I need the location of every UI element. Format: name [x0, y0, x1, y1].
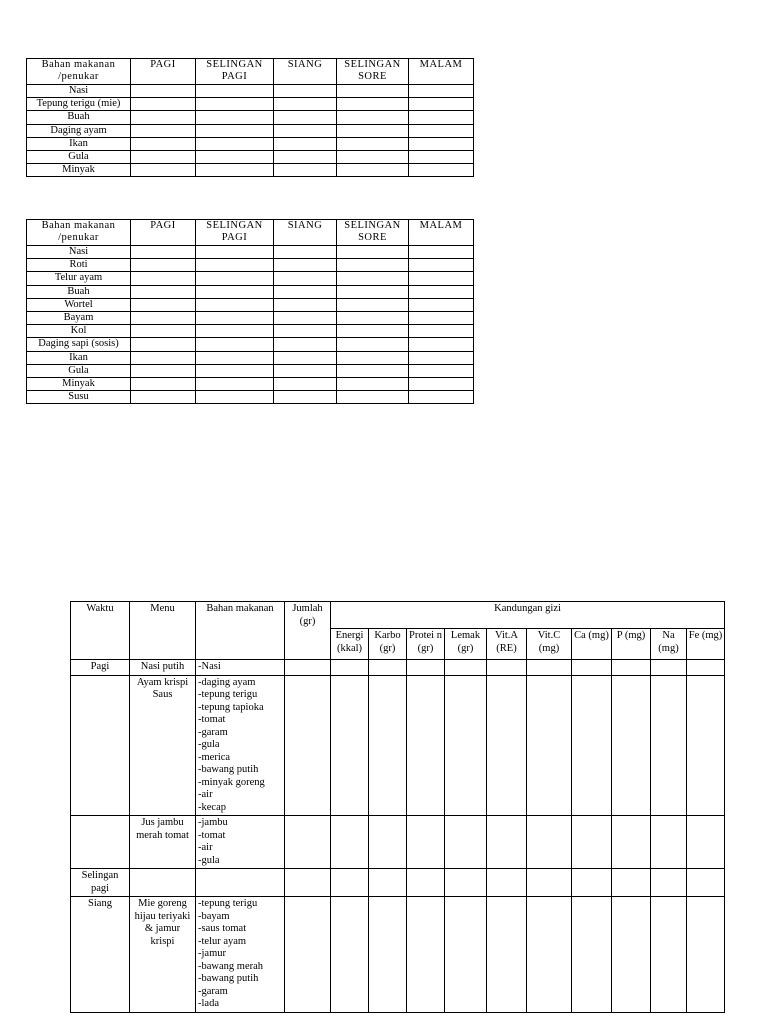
empty-cell	[337, 272, 409, 285]
empty-cell	[196, 124, 274, 137]
table-row	[27, 378, 474, 391]
empty-cell	[196, 137, 274, 150]
empty-cell	[131, 285, 196, 298]
empty-cell	[337, 85, 409, 98]
empty-cell	[131, 378, 196, 391]
ingredient-item: -telur ayam	[198, 935, 247, 947]
empty-cell	[409, 272, 474, 285]
empty-cell	[527, 675, 572, 816]
menu-cell: Mie goreng hijau teriyaki & jamur krispi	[130, 897, 196, 1013]
column-header: SIANG	[274, 220, 337, 246]
nutrient-header: Na (mg)	[651, 629, 687, 660]
waktu-cell	[71, 675, 130, 816]
empty-cell	[612, 675, 651, 816]
empty-cell	[196, 246, 274, 259]
empty-cell	[131, 364, 196, 377]
empty-cell	[274, 391, 337, 404]
menu-row	[71, 897, 725, 1013]
row-label: Daging ayam	[27, 124, 131, 137]
empty-cell	[409, 111, 474, 124]
empty-cell	[337, 378, 409, 391]
row-label: Ikan	[27, 137, 131, 150]
empty-cell	[337, 325, 409, 338]
empty-cell	[131, 259, 196, 272]
bahan-cell	[196, 869, 285, 897]
menu-row	[71, 660, 725, 676]
empty-cell	[407, 675, 445, 816]
column-header: SELINGAN PAGI	[196, 59, 274, 85]
empty-cell	[407, 869, 445, 897]
row-label: Tepung terigu (mie)	[27, 98, 131, 111]
empty-cell	[651, 675, 687, 816]
empty-cell	[337, 285, 409, 298]
ingredient-item: -bayam	[198, 910, 230, 922]
ingredient-item: -merica	[198, 751, 231, 763]
table-2-header	[27, 220, 474, 246]
empty-cell	[196, 298, 274, 311]
empty-cell	[409, 164, 474, 177]
bahan-cell	[196, 816, 285, 869]
row-label: Roti	[27, 259, 131, 272]
row-label: Gula	[27, 151, 131, 164]
row-label: Wortel	[27, 298, 131, 311]
empty-cell	[337, 338, 409, 351]
table-row	[27, 111, 474, 124]
ingredient-item: -garam	[198, 985, 228, 997]
header-menu: Menu	[130, 602, 196, 660]
empty-cell	[331, 869, 369, 897]
empty-cell	[409, 338, 474, 351]
empty-cell	[285, 660, 331, 676]
table-row	[27, 98, 474, 111]
empty-cell	[274, 85, 337, 98]
empty-cell	[196, 98, 274, 111]
row-label: Nasi	[27, 246, 131, 259]
empty-cell	[131, 124, 196, 137]
empty-cell	[409, 364, 474, 377]
empty-cell	[369, 660, 407, 676]
empty-cell	[337, 164, 409, 177]
empty-cell	[527, 869, 572, 897]
empty-cell	[131, 338, 196, 351]
empty-cell	[369, 816, 407, 869]
row-label: Susu	[27, 391, 131, 404]
row-label: Gula	[27, 364, 131, 377]
ingredient-item: -bawang putih	[198, 973, 259, 984]
empty-cell	[331, 675, 369, 816]
empty-cell	[131, 164, 196, 177]
nutrient-header: Vit.A (RE)	[487, 629, 527, 660]
empty-cell	[612, 869, 651, 897]
empty-cell	[687, 660, 725, 676]
empty-cell	[131, 111, 196, 124]
empty-cell	[196, 111, 274, 124]
ingredient-item: -air	[198, 842, 213, 853]
header-waktu: Waktu	[71, 602, 130, 660]
empty-cell	[331, 660, 369, 676]
empty-cell	[409, 259, 474, 272]
ingredient-item: -jamur	[198, 948, 226, 959]
menu-cell: Ayam krispi Saus	[130, 675, 196, 816]
menu-row	[71, 816, 725, 869]
row-label: Ikan	[27, 351, 131, 364]
menu-nutrition-table	[70, 601, 725, 1013]
empty-cell	[612, 660, 651, 676]
empty-cell	[337, 364, 409, 377]
ingredient-item: -jambu	[198, 817, 228, 828]
nutrient-header: P (mg)	[612, 629, 651, 660]
table-row	[27, 124, 474, 137]
bahan-cell	[196, 675, 285, 816]
empty-cell	[487, 897, 527, 1013]
ingredient-item: -tepung terigu	[198, 689, 258, 700]
empty-cell	[527, 660, 572, 676]
empty-cell	[409, 85, 474, 98]
column-header: PAGI	[131, 59, 196, 85]
empty-cell	[572, 869, 612, 897]
table-row	[27, 391, 474, 404]
empty-cell	[131, 351, 196, 364]
empty-cell	[337, 151, 409, 164]
empty-cell	[651, 897, 687, 1013]
empty-cell	[285, 897, 331, 1013]
empty-cell	[409, 137, 474, 150]
table-1-header	[27, 59, 474, 85]
nutrient-header: Vit.C (mg)	[527, 629, 572, 660]
empty-cell	[274, 325, 337, 338]
ingredient-item: -tepung tapioka	[198, 701, 264, 713]
empty-cell	[687, 869, 725, 897]
empty-cell	[196, 312, 274, 325]
ingredient-item: -garam	[198, 726, 228, 738]
empty-cell	[274, 351, 337, 364]
empty-cell	[445, 816, 487, 869]
empty-cell	[196, 378, 274, 391]
empty-cell	[445, 869, 487, 897]
empty-cell	[196, 85, 274, 98]
ingredient-item: -Nasi	[198, 661, 221, 672]
empty-cell	[487, 660, 527, 676]
empty-cell	[527, 816, 572, 869]
column-header: Bahan makanan /penukar	[27, 220, 131, 246]
empty-cell	[131, 325, 196, 338]
table-row	[27, 298, 474, 311]
empty-cell	[337, 98, 409, 111]
row-label: Minyak	[27, 164, 131, 177]
empty-cell	[337, 312, 409, 325]
empty-cell	[337, 124, 409, 137]
empty-cell	[131, 298, 196, 311]
empty-cell	[651, 869, 687, 897]
empty-cell	[274, 124, 337, 137]
empty-cell	[196, 259, 274, 272]
empty-cell	[131, 246, 196, 259]
row-label: Bayam	[27, 312, 131, 325]
empty-cell	[687, 897, 725, 1013]
empty-cell	[196, 164, 274, 177]
nutrition-table-header	[71, 602, 725, 660]
column-header: Bahan makanan /penukar	[27, 59, 131, 85]
table-1-body	[27, 85, 474, 177]
ingredient-item: -daging ayam	[198, 676, 256, 688]
table-2-body	[27, 246, 474, 404]
column-header: MALAM	[409, 59, 474, 85]
empty-cell	[274, 164, 337, 177]
empty-cell	[612, 897, 651, 1013]
table-row	[27, 85, 474, 98]
empty-cell	[409, 98, 474, 111]
empty-cell	[337, 351, 409, 364]
waktu-cell: Pagi	[71, 660, 130, 676]
empty-cell	[445, 660, 487, 676]
empty-cell	[131, 391, 196, 404]
empty-cell	[572, 660, 612, 676]
empty-cell	[409, 378, 474, 391]
empty-cell	[409, 246, 474, 259]
empty-cell	[331, 897, 369, 1013]
table-row	[27, 351, 474, 364]
empty-cell	[274, 246, 337, 259]
nutrient-header: Protei n (gr)	[407, 629, 445, 660]
ingredient-item: -bawang putih	[198, 764, 259, 775]
empty-cell	[337, 298, 409, 311]
empty-cell	[131, 98, 196, 111]
ingredient-item: -lada	[198, 998, 219, 1009]
empty-cell	[131, 312, 196, 325]
empty-cell	[274, 338, 337, 351]
empty-cell	[407, 660, 445, 676]
empty-cell	[337, 259, 409, 272]
empty-cell	[409, 312, 474, 325]
menu-row	[71, 869, 725, 897]
bahan-cell	[196, 897, 285, 1013]
nutrient-header: Lemak (gr)	[445, 629, 487, 660]
empty-cell	[369, 869, 407, 897]
column-header: MALAM	[409, 220, 474, 246]
empty-cell	[331, 816, 369, 869]
ingredient-item: -minyak goreng	[198, 776, 265, 788]
ingredient-item: -kecap	[198, 801, 226, 813]
empty-cell	[196, 325, 274, 338]
empty-cell	[274, 272, 337, 285]
bahan-cell	[196, 660, 285, 676]
table-row	[27, 137, 474, 150]
empty-cell	[196, 364, 274, 377]
empty-cell	[131, 85, 196, 98]
empty-cell	[572, 675, 612, 816]
empty-cell	[572, 897, 612, 1013]
header-bahan: Bahan makanan	[196, 602, 285, 660]
nutrient-header: Ca (mg)	[572, 629, 612, 660]
table-row	[27, 164, 474, 177]
table-row	[27, 151, 474, 164]
empty-cell	[274, 364, 337, 377]
empty-cell	[274, 378, 337, 391]
penukar-table-1	[26, 58, 474, 177]
nutrition-table-body	[71, 660, 725, 1013]
empty-cell	[369, 897, 407, 1013]
empty-cell	[131, 151, 196, 164]
ingredient-item: -tepung terigu	[198, 898, 258, 909]
empty-cell	[285, 816, 331, 869]
empty-cell	[409, 285, 474, 298]
menu-cell: Nasi putih	[130, 660, 196, 676]
empty-cell	[409, 325, 474, 338]
empty-cell	[407, 816, 445, 869]
empty-cell	[445, 897, 487, 1013]
row-label: Nasi	[27, 85, 131, 98]
empty-cell	[274, 298, 337, 311]
table-row	[27, 312, 474, 325]
empty-cell	[274, 259, 337, 272]
empty-cell	[612, 816, 651, 869]
row-label: Telur ayam	[27, 272, 131, 285]
empty-cell	[196, 151, 274, 164]
empty-cell	[337, 246, 409, 259]
empty-cell	[196, 272, 274, 285]
empty-cell	[487, 816, 527, 869]
empty-cell	[274, 312, 337, 325]
column-header: PAGI	[131, 220, 196, 246]
empty-cell	[274, 137, 337, 150]
row-label: Buah	[27, 111, 131, 124]
empty-cell	[196, 351, 274, 364]
empty-cell	[131, 137, 196, 150]
nutrient-header: Fe (mg)	[687, 629, 725, 660]
empty-cell	[337, 137, 409, 150]
ingredient-item: -saus tomat	[198, 923, 247, 934]
empty-cell	[274, 285, 337, 298]
empty-cell	[337, 111, 409, 124]
empty-cell	[527, 897, 572, 1013]
penukar-table-2	[26, 219, 474, 404]
ingredient-item: -gula	[198, 739, 220, 750]
empty-cell	[407, 897, 445, 1013]
empty-cell	[274, 151, 337, 164]
empty-cell	[687, 675, 725, 816]
ingredient-item: -gula	[198, 854, 220, 866]
empty-cell	[487, 675, 527, 816]
menu-cell	[130, 869, 196, 897]
column-header: SIANG	[274, 59, 337, 85]
empty-cell	[572, 816, 612, 869]
nutrient-header: Karbo (gr)	[369, 629, 407, 660]
table-row	[27, 285, 474, 298]
empty-cell	[487, 869, 527, 897]
empty-cell	[285, 675, 331, 816]
ingredient-item: -bawang merah	[198, 960, 264, 972]
empty-cell	[131, 272, 196, 285]
empty-cell	[651, 660, 687, 676]
table-row	[27, 364, 474, 377]
table-row	[27, 259, 474, 272]
table-row	[27, 272, 474, 285]
waktu-cell	[71, 816, 130, 869]
empty-cell	[369, 675, 407, 816]
empty-cell	[337, 391, 409, 404]
empty-cell	[409, 298, 474, 311]
empty-cell	[196, 391, 274, 404]
empty-cell	[651, 816, 687, 869]
table-row	[27, 325, 474, 338]
empty-cell	[409, 351, 474, 364]
row-label: Kol	[27, 325, 131, 338]
empty-cell	[285, 869, 331, 897]
empty-cell	[409, 151, 474, 164]
waktu-cell: Siang	[71, 897, 130, 1013]
column-header: SELINGAN PAGI	[196, 220, 274, 246]
column-header: SELINGAN SORE	[337, 59, 409, 85]
header-jumlah: Jumlah (gr)	[285, 602, 331, 660]
empty-cell	[409, 124, 474, 137]
empty-cell	[274, 111, 337, 124]
waktu-cell: Selingan pagi	[71, 869, 130, 897]
ingredient-item: -air	[198, 789, 213, 800]
row-label: Buah	[27, 285, 131, 298]
nutrient-header: Energi (kkal)	[331, 629, 369, 660]
table-row	[27, 246, 474, 259]
empty-cell	[274, 98, 337, 111]
empty-cell	[196, 285, 274, 298]
empty-cell	[445, 675, 487, 816]
ingredient-item: -tomat	[198, 714, 226, 725]
empty-cell	[409, 391, 474, 404]
column-header: SELINGAN SORE	[337, 220, 409, 246]
ingredient-item: -tomat	[198, 829, 226, 841]
empty-cell	[687, 816, 725, 869]
menu-row	[71, 675, 725, 816]
header-kandungan-gizi: Kandungan gizi	[331, 602, 725, 629]
table-row	[27, 338, 474, 351]
empty-cell	[196, 338, 274, 351]
row-label: Minyak	[27, 378, 131, 391]
menu-cell: Jus jambu merah tomat	[130, 816, 196, 869]
row-label: Daging sapi (sosis)	[27, 338, 131, 351]
